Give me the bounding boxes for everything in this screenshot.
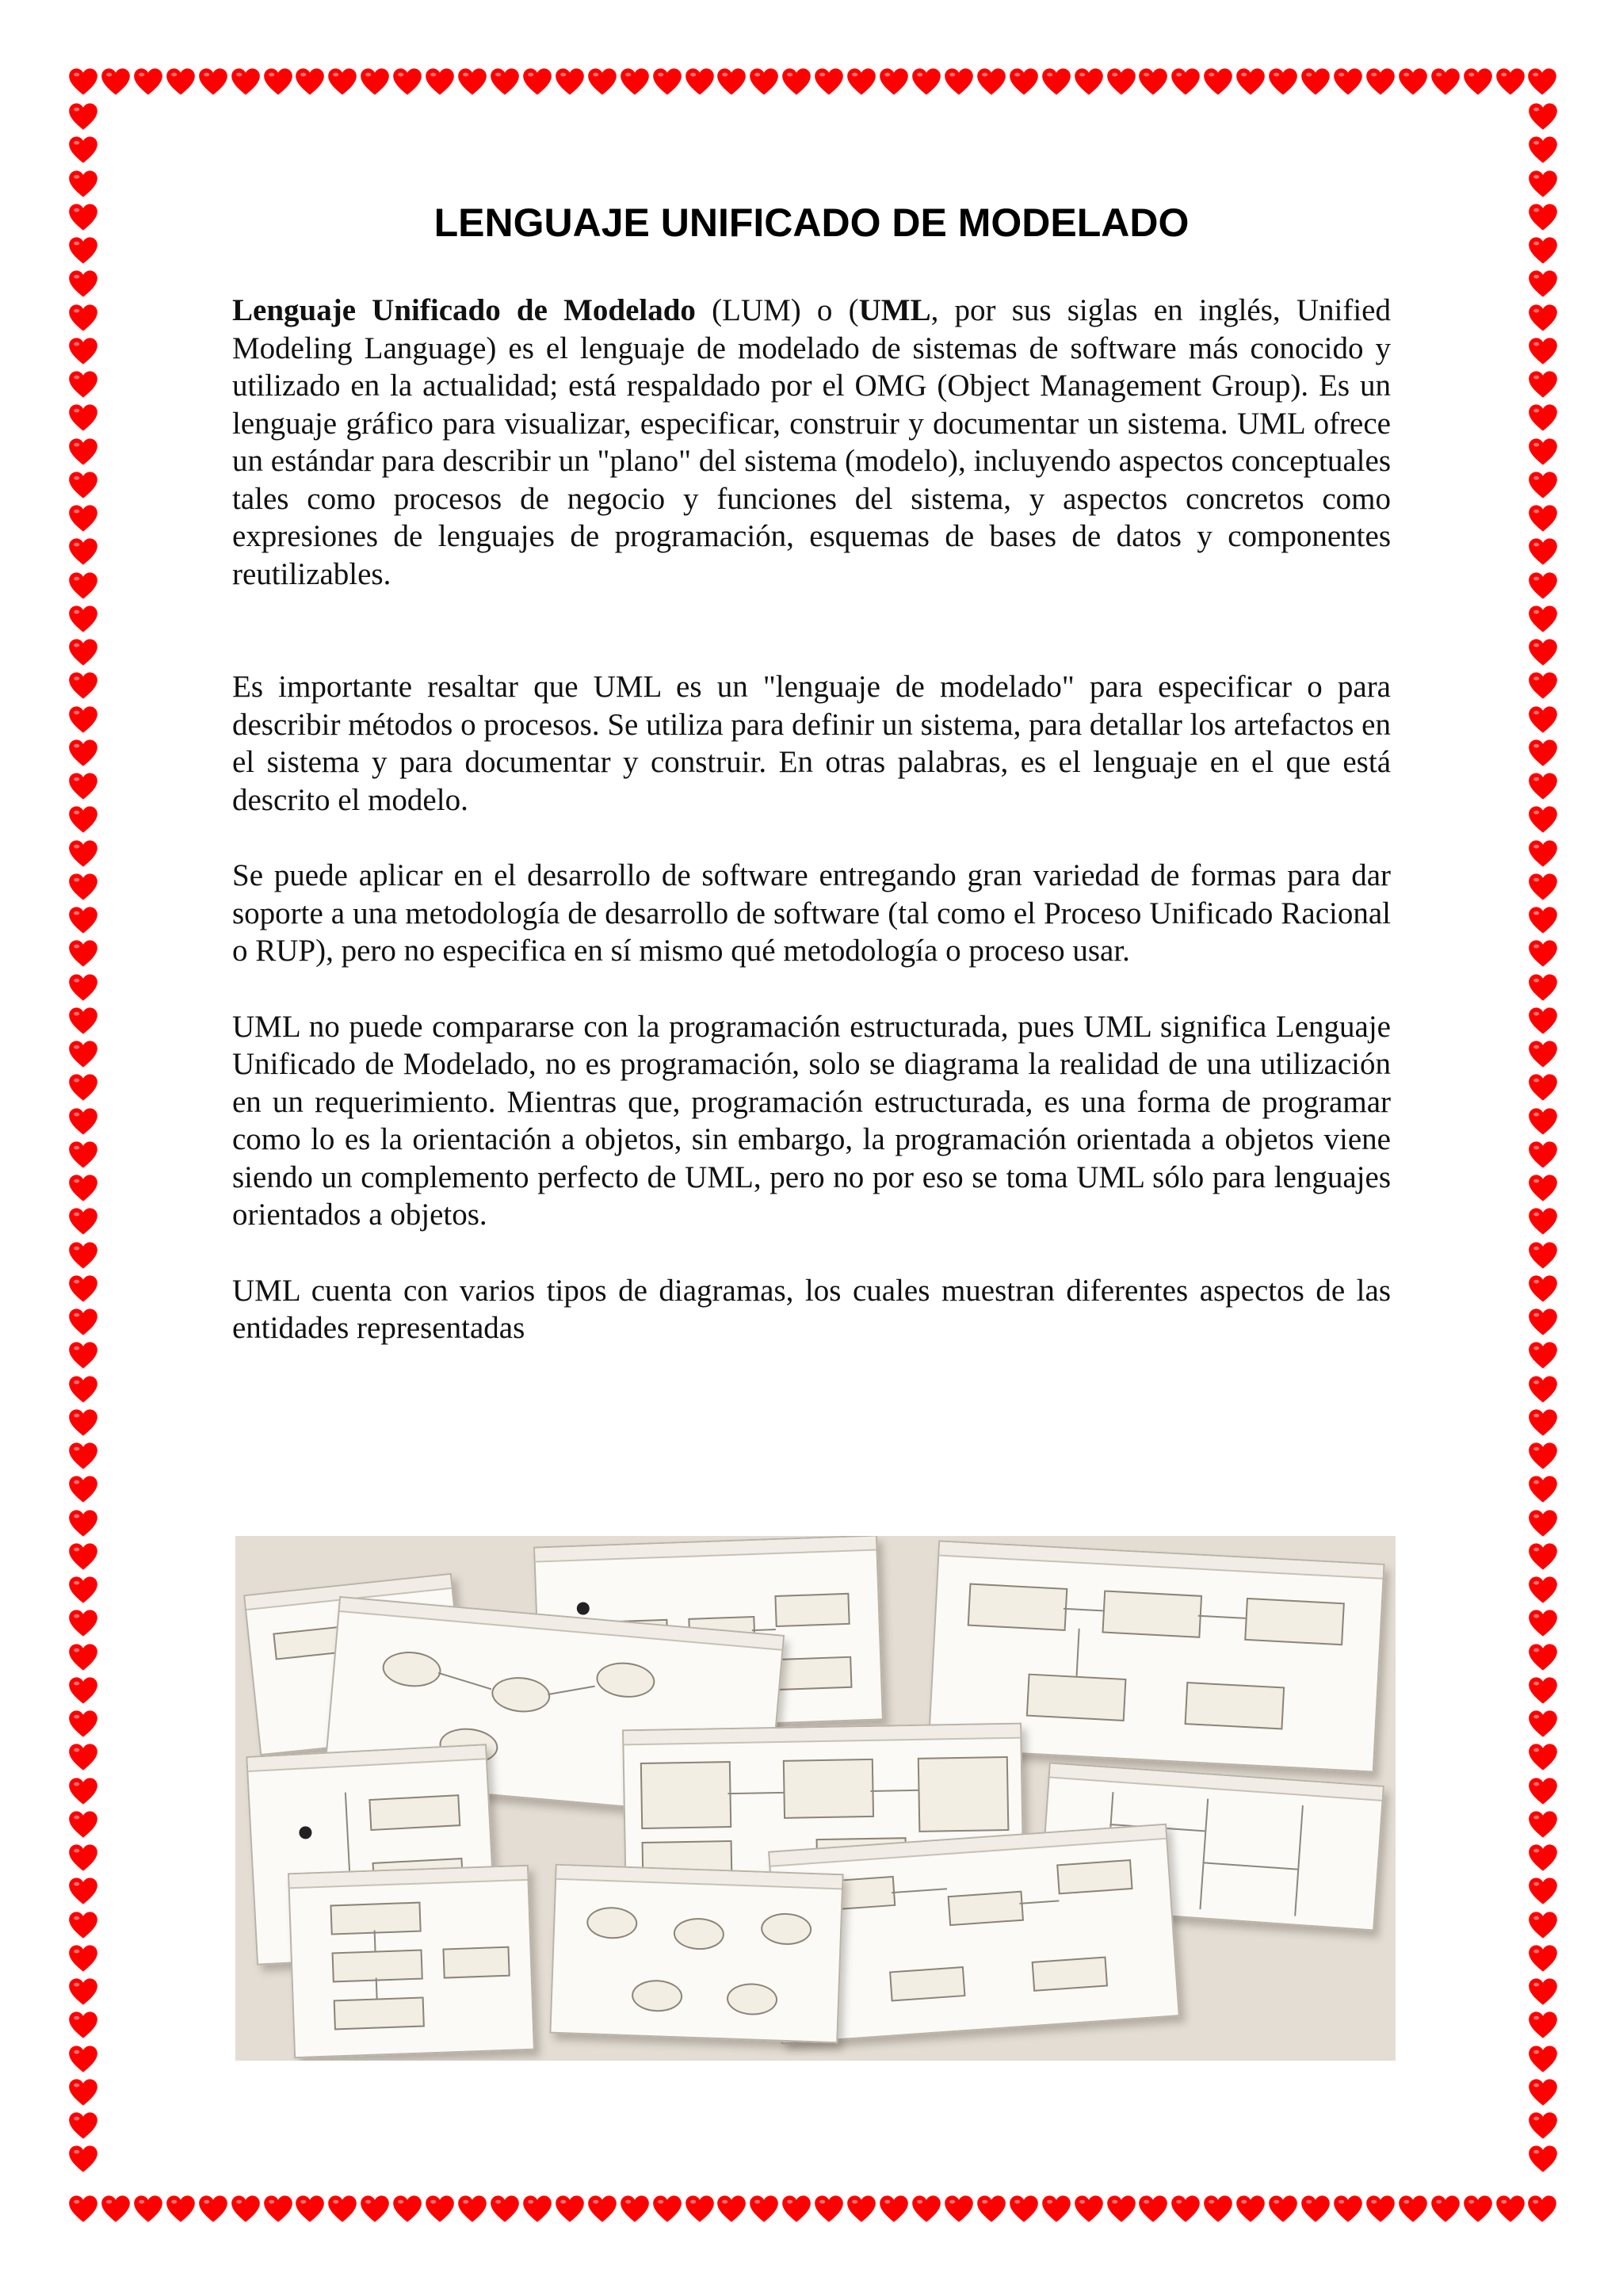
heart-icon — [1528, 1776, 1558, 1806]
heart-icon — [68, 1910, 98, 1940]
heart-icon — [68, 303, 98, 333]
heart-icon — [1009, 2194, 1039, 2224]
heart-icon — [68, 1140, 98, 1170]
heart-icon — [68, 1240, 98, 1270]
heart-icon — [1333, 67, 1363, 97]
heart-icon — [1528, 470, 1558, 500]
heart-icon — [68, 637, 98, 667]
heart-icon — [1074, 2194, 1104, 2224]
heart-icon — [1300, 67, 1331, 97]
heart-icon — [68, 670, 98, 701]
heart-icon — [68, 2111, 98, 2141]
heart-icon — [68, 369, 98, 399]
heart-border-bottom — [68, 2194, 1558, 2224]
heart-icon — [1528, 1675, 1558, 1706]
heart-icon — [68, 1977, 98, 2007]
heart-border-top — [68, 67, 1558, 97]
heart-icon — [1203, 2194, 1233, 2224]
heart-icon — [133, 67, 163, 97]
heart-icon — [68, 537, 98, 567]
heart-icon — [1528, 1575, 1558, 1605]
heart-icon — [1528, 1642, 1558, 1672]
heart-icon — [68, 1876, 98, 1906]
heart-icon — [68, 905, 98, 935]
heart-icon — [1528, 403, 1558, 433]
heart-icon — [166, 67, 196, 97]
heart-icon — [68, 1206, 98, 1236]
heart-icon — [1495, 2194, 1526, 2224]
heart-icon — [1333, 2194, 1363, 2224]
heart-icon — [1528, 1474, 1558, 1504]
heart-icon — [68, 470, 98, 500]
heart-icon — [68, 1307, 98, 1337]
term-uml: UML — [858, 293, 931, 327]
heart-icon — [68, 403, 98, 433]
heart-icon — [1398, 2194, 1428, 2224]
diagram-sheet — [549, 1864, 843, 2044]
heart-icon — [1528, 1374, 1558, 1404]
heart-icon — [1527, 2194, 1557, 2224]
heart-icon — [1528, 637, 1558, 667]
heart-icon — [457, 67, 487, 97]
heart-icon — [68, 1675, 98, 1706]
paragraph-software-development: Se puede aplicar en el desarrollo de software entregando gran variedad de formas para dar soporte a una metodología de desarrollo de software (tal como el Proceso Unificado Racional o RUP), pero no especifica en sí mismo qué metodología o proceso usar. — [232, 858, 1391, 968]
heart-icon — [68, 169, 98, 199]
heart-icon — [1528, 738, 1558, 768]
heart-icon — [716, 2194, 747, 2224]
heart-icon — [1528, 2044, 1558, 2074]
heart-icon — [1528, 1742, 1558, 1772]
heart-icon — [1106, 67, 1136, 97]
heart-icon — [685, 2194, 715, 2224]
heart-icon — [68, 1441, 98, 1471]
heart-icon — [1528, 369, 1558, 399]
heart-icon — [68, 269, 98, 299]
uml-diagrams-image — [235, 1536, 1396, 2061]
heart-icon — [263, 2194, 293, 2224]
heart-icon — [1528, 2144, 1558, 2174]
heart-icon — [68, 1843, 98, 1873]
heart-icon — [1528, 1106, 1558, 1137]
heart-icon — [68, 1776, 98, 1806]
heart-icon — [1528, 437, 1558, 467]
heart-icon — [68, 1039, 98, 1069]
paragraph-modeling-language: Es importante resaltar que UML es un "lenguaje de modelado" para especificar o para describir métodos o procesos. Se utiliza para definir un sistema, para detallar los artefactos en el sistema y para documentar y construir. En otras palabras, es el lenguaje en el que está descrito el modelo. — [232, 670, 1391, 817]
heart-icon — [976, 67, 1006, 97]
heart-icon — [1170, 67, 1201, 97]
heart-icon — [716, 67, 747, 97]
paragraph-diagram-types: UML cuenta con varios tipos de diagramas, los cuales muestran diferentes aspectos de las entidades representadas — [232, 1273, 1391, 1345]
document-body — [232, 292, 1391, 1347]
heart-icon — [587, 2194, 617, 2224]
heart-icon — [587, 67, 617, 97]
heart-icon — [1528, 1709, 1558, 1739]
heart-icon — [846, 67, 876, 97]
paragraph-intro — [232, 292, 1391, 593]
heart-icon — [68, 437, 98, 467]
heart-icon — [944, 2194, 974, 2224]
heart-icon — [425, 2194, 455, 2224]
heart-icon — [781, 2194, 812, 2224]
heart-icon — [295, 67, 325, 97]
heart-icon — [1528, 101, 1558, 132]
heart-icon — [1528, 604, 1558, 634]
heart-icon — [1528, 1340, 1558, 1370]
heart-icon — [68, 1072, 98, 1102]
heart-icon — [522, 2194, 552, 2224]
heart-icon — [1528, 571, 1558, 601]
heart-icon — [68, 1742, 98, 1772]
heart-icon — [1527, 67, 1557, 97]
heart-icon — [1528, 938, 1558, 968]
heart-icon — [68, 571, 98, 601]
heart-icon — [749, 2194, 779, 2224]
heart-icon — [685, 67, 715, 97]
heart-icon — [1528, 1307, 1558, 1337]
heart-icon — [620, 2194, 650, 2224]
heart-icon — [1300, 2194, 1331, 2224]
heart-border-right — [1528, 101, 1558, 2175]
heart-icon — [1528, 135, 1558, 165]
heart-icon — [1138, 67, 1168, 97]
heart-icon — [1528, 1072, 1558, 1102]
heart-icon — [1528, 1541, 1558, 1572]
paragraph-structured-programming: UML no puede compararse con la programación estructurada, pues UML significa Lenguaje Unificado de Modelado, no es programación, solo se diagrama la realidad de una utilización en un requerimiento. Mientras que, programación estructurada, es una forma de programar como lo es la orientación a objetos, sin embargo, la programación orientada a objetos viene siendo un complemento perfecto de UML, pero no por eso se toma UML sólo para lenguajes orientados a objetos. — [232, 1009, 1391, 1232]
heart-icon — [68, 1106, 98, 1137]
heart-icon — [1528, 771, 1558, 801]
heart-icon — [1528, 503, 1558, 533]
heart-icon — [392, 67, 422, 97]
heart-icon — [781, 67, 812, 97]
heart-icon — [1528, 2111, 1558, 2141]
heart-icon — [68, 1408, 98, 1438]
heart-icon — [231, 67, 261, 97]
heart-icon — [1170, 2194, 1201, 2224]
heart-icon — [68, 804, 98, 835]
heart-icon — [522, 67, 552, 97]
heart-icon — [490, 2194, 520, 2224]
heart-icon — [68, 1709, 98, 1739]
heart-icon — [1235, 67, 1266, 97]
heart-icon — [68, 135, 98, 165]
heart-icon — [68, 972, 98, 1003]
heart-icon — [1528, 670, 1558, 701]
heart-icon — [425, 67, 455, 97]
heart-icon — [814, 67, 844, 97]
heart-icon — [1528, 1240, 1558, 1270]
heart-icon — [327, 2194, 357, 2224]
heart-icon — [1009, 67, 1039, 97]
heart-icon — [555, 67, 585, 97]
heart-icon — [68, 67, 98, 97]
heart-icon — [1528, 2077, 1558, 2107]
heart-icon — [457, 2194, 487, 2224]
page-title: LENGUAJE UNIFICADO DE MODELADO — [433, 201, 1190, 245]
heart-icon — [198, 2194, 228, 2224]
heart-icon — [68, 771, 98, 801]
heart-icon — [68, 872, 98, 902]
text-segment: , por sus siglas en inglés, Unified Modeling Language) es el lenguaje de modelado de sistemas de software más conocido y utilizado en la actualidad; está respaldado por el OMG (Object Management Group). Es un lenguaje gráfico para visualizar, especificar, construir y documentar un sistema. UML ofrece un estándar para describir un "plano" del sistema (modelo), incluyendo aspectos conceptuales tales como procesos de negocio y funciones del sistema, y aspectos concretos como expresiones de lenguajes de programación, esquemas de bases de datos y componentes reutilizables. — [232, 293, 1391, 591]
heart-icon — [133, 2194, 163, 2224]
heart-icon — [1398, 67, 1428, 97]
heart-icon — [1463, 67, 1493, 97]
heart-icon — [911, 67, 941, 97]
heart-icon — [1041, 67, 1071, 97]
heart-icon — [68, 101, 98, 132]
heart-icon — [68, 2194, 98, 2224]
heart-icon — [68, 1274, 98, 1304]
heart-icon — [360, 67, 390, 97]
heart-icon — [814, 2194, 844, 2224]
heart-icon — [1528, 972, 1558, 1003]
heart-icon — [1528, 872, 1558, 902]
heart-icon — [68, 2144, 98, 2174]
heart-icon — [295, 2194, 325, 2224]
heart-icon — [1528, 1809, 1558, 1839]
heart-icon — [1528, 169, 1558, 199]
heart-icon — [1528, 1977, 1558, 2007]
heart-icon — [976, 2194, 1006, 2224]
heart-icon — [68, 2077, 98, 2107]
heart-icon — [1268, 2194, 1298, 2224]
heart-icon — [68, 604, 98, 634]
heart-icon — [68, 1575, 98, 1605]
text-segment: (LUM) o ( — [695, 293, 859, 327]
heart-icon — [68, 1642, 98, 1672]
heart-icon — [749, 67, 779, 97]
heart-icon — [1074, 67, 1104, 97]
heart-icon — [1528, 303, 1558, 333]
heart-icon — [68, 1173, 98, 1203]
heart-icon — [68, 1374, 98, 1404]
heart-icon — [327, 67, 357, 97]
heart-icon — [1528, 804, 1558, 835]
heart-icon — [1528, 1608, 1558, 1638]
heart-icon — [68, 938, 98, 968]
heart-icon — [1528, 1408, 1558, 1438]
heart-icon — [231, 2194, 261, 2224]
heart-icon — [68, 738, 98, 768]
heart-icon — [1528, 839, 1558, 869]
heart-icon — [101, 67, 131, 97]
heart-icon — [1528, 1140, 1558, 1170]
heart-icon — [1463, 2194, 1493, 2224]
diagram-sheet — [288, 1865, 535, 2058]
heart-icon — [879, 2194, 909, 2224]
heart-icon — [68, 1340, 98, 1370]
heart-icon — [68, 1608, 98, 1638]
heart-icon — [101, 2194, 131, 2224]
heart-icon — [1528, 705, 1558, 735]
heart-icon — [166, 2194, 196, 2224]
heart-icon — [68, 1508, 98, 1538]
heart-icon — [1528, 1910, 1558, 1940]
heart-icon — [879, 67, 909, 97]
heart-icon — [68, 839, 98, 869]
heart-icon — [68, 1943, 98, 1973]
heart-icon — [1041, 2194, 1071, 2224]
heart-icon — [1528, 336, 1558, 366]
heart-icon — [620, 67, 650, 97]
heart-icon — [1528, 1039, 1558, 1069]
heart-icon — [555, 2194, 585, 2224]
heart-border-left — [68, 101, 98, 2175]
heart-icon — [944, 67, 974, 97]
heart-icon — [68, 1006, 98, 1036]
heart-icon — [1268, 67, 1298, 97]
heart-icon — [490, 67, 520, 97]
term-lum: Lenguaje Unificado de Modelado — [232, 293, 696, 327]
heart-icon — [1430, 2194, 1461, 2224]
heart-icon — [1528, 1206, 1558, 1236]
heart-icon — [1528, 1441, 1558, 1471]
heart-icon — [1495, 67, 1526, 97]
heart-icon — [1528, 1274, 1558, 1304]
heart-icon — [1203, 67, 1233, 97]
heart-icon — [1528, 1173, 1558, 1203]
heart-icon — [1528, 1843, 1558, 1873]
heart-icon — [1528, 905, 1558, 935]
heart-icon — [68, 1474, 98, 1504]
heart-icon — [1235, 2194, 1266, 2224]
heart-icon — [68, 1541, 98, 1572]
heart-icon — [1528, 1508, 1558, 1538]
heart-icon — [1138, 2194, 1168, 2224]
heart-icon — [1528, 1876, 1558, 1906]
heart-icon — [1528, 2010, 1558, 2040]
heart-icon — [68, 705, 98, 735]
heart-icon — [1528, 269, 1558, 299]
heart-icon — [1365, 2194, 1396, 2224]
heart-icon — [1106, 2194, 1136, 2224]
heart-icon — [1430, 67, 1461, 97]
heart-icon — [68, 2010, 98, 2040]
heart-icon — [68, 2044, 98, 2074]
heart-icon — [360, 2194, 390, 2224]
heart-icon — [263, 67, 293, 97]
heart-icon — [68, 336, 98, 366]
heart-icon — [846, 2194, 876, 2224]
heart-icon — [68, 503, 98, 533]
heart-icon — [68, 1809, 98, 1839]
heart-icon — [1365, 67, 1396, 97]
heart-icon — [1528, 1943, 1558, 1973]
heart-icon — [1528, 537, 1558, 567]
heart-icon — [1528, 1006, 1558, 1036]
heart-icon — [652, 67, 682, 97]
heart-icon — [198, 67, 228, 97]
heart-icon — [392, 2194, 422, 2224]
heart-icon — [652, 2194, 682, 2224]
heart-icon — [911, 2194, 941, 2224]
